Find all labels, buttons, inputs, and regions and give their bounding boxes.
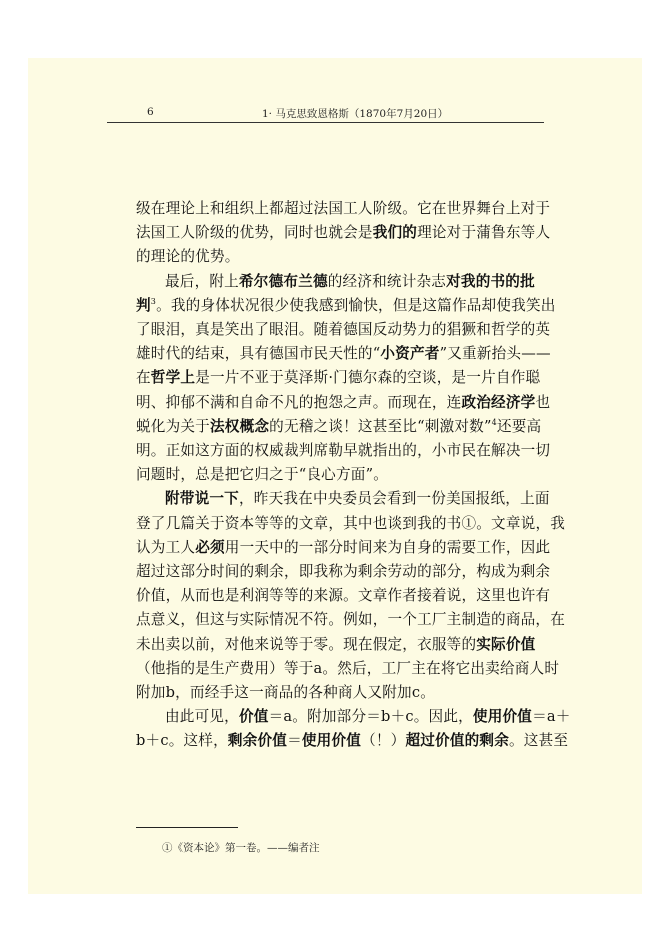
text-line bbox=[136, 560, 551, 584]
text-run: 认为工人 bbox=[136, 538, 196, 556]
text-line bbox=[136, 270, 546, 294]
text-run: 在 bbox=[136, 369, 151, 387]
text-line bbox=[136, 342, 551, 366]
text-line bbox=[136, 584, 551, 608]
emphasis-text: 小资产者 bbox=[380, 345, 440, 363]
text-run: 明、抑郁不满和自命不凡的抱怨之声。而现在，连 bbox=[136, 393, 462, 411]
body-text bbox=[136, 197, 571, 754]
emphasis-text: 剩余价值 bbox=[227, 732, 288, 750]
emphasis-text: 判 bbox=[136, 296, 151, 314]
text-line bbox=[136, 608, 566, 632]
text-run: ＝a＋ bbox=[532, 708, 571, 726]
text-run: 的经济和统计杂志 bbox=[327, 272, 447, 290]
emphasis-text: 哲学上 bbox=[150, 369, 196, 387]
emphasis-text: 附带说一下 bbox=[165, 490, 239, 508]
text-run: 也 bbox=[535, 393, 551, 411]
text-run: 法国工人阶级的优势，同时也就会是 bbox=[136, 224, 373, 242]
emphasis-text: 实际价值 bbox=[476, 635, 536, 653]
text-run: ”又重新抬头—— bbox=[439, 345, 551, 363]
text-line bbox=[136, 729, 569, 753]
emphasis-text: 我们的 bbox=[372, 224, 418, 242]
text-run: 登了几篇关于资本等等的文章，其中也谈到我的书 bbox=[136, 514, 462, 532]
text-run: ＝a。附加部分＝b＋c。因此， bbox=[268, 708, 473, 726]
text-line bbox=[136, 633, 546, 657]
emphasis-text: 希尔德布兰德 bbox=[238, 272, 328, 290]
text-run: 点意义，但这与实际情况不符。例如，一个工厂主制造的商品，在 bbox=[136, 611, 566, 629]
text-run: ，昨天我在中央委员会看到一份美国报纸，上面 bbox=[238, 490, 550, 508]
text-line bbox=[136, 415, 546, 439]
text-run: ① bbox=[461, 514, 477, 532]
text-line bbox=[136, 221, 551, 245]
emphasis-text: 使用价值 bbox=[301, 732, 362, 750]
text-run: 的无稽之谈！这甚至比“刺激对数” bbox=[269, 417, 492, 435]
text-run: 蜕化为关于 bbox=[136, 417, 210, 435]
text-line bbox=[136, 318, 551, 342]
emphasis-text: 法权概念 bbox=[209, 417, 270, 435]
text-run: 由此可见， bbox=[165, 708, 239, 726]
text-run: 超过这部分时间的剩余，即我称为剩余劳动的部分，构成为剩余 bbox=[136, 563, 551, 581]
text-line bbox=[136, 245, 546, 269]
text-run: 未出卖以前，对他来说等于零。现在假定，衣服等的 bbox=[136, 635, 477, 653]
text-run: （！） bbox=[361, 732, 406, 750]
text-line bbox=[136, 512, 566, 536]
text-run: b＋c。这样， bbox=[136, 732, 228, 750]
footnote-rule bbox=[136, 827, 238, 828]
text-run: 雄时代的结束，具有德国市民天性的“ bbox=[136, 345, 381, 363]
emphasis-text: 超过价值的剩余 bbox=[405, 732, 510, 750]
text-line bbox=[136, 463, 546, 487]
text-run: 价值，从而也是利润等等的来源。文章作者接着说，这里也许有 bbox=[136, 587, 551, 605]
emphasis-text: 价值 bbox=[238, 708, 269, 726]
running-title: 1· 马克思致恩格斯（1870年7月20日） bbox=[262, 108, 449, 120]
text-line bbox=[136, 439, 551, 463]
emphasis-text: 政治经济学 bbox=[461, 393, 536, 411]
text-run: 问题时，总是把它归之于“良心方面”。 bbox=[136, 466, 389, 484]
text-run: 理论对于蒲鲁东等人 bbox=[417, 224, 551, 242]
text-line bbox=[136, 487, 550, 511]
text-run: 明。正如这方面的权威裁判席勒早就指出的，小市民在解决一切 bbox=[136, 442, 551, 460]
text-line bbox=[136, 366, 546, 390]
text-line bbox=[136, 536, 551, 560]
text-run: 。我的身体状况很少使我感到愉快，但是这篇作品却使我笑出 bbox=[156, 296, 556, 314]
endnote-marker: 4 bbox=[491, 417, 497, 427]
text-run: （他指的是生产费用）等于a。然后，工厂主在将它出卖给商人时 bbox=[136, 659, 560, 677]
text-run: 了眼泪，真是笑出了眼泪。随着德国反动势力的猖獗和哲学的英 bbox=[136, 321, 551, 339]
text-run: 附加b，而经手这一商品的各种商人又附加c。 bbox=[136, 684, 435, 702]
emphasis-text: 对我的书的批 bbox=[446, 272, 535, 290]
text-run: 是一片不亚于莫泽斯·门德尔森的空谈，是一片自作聪 bbox=[195, 369, 541, 387]
footnote: ①《资本论》第一卷。——编者注 bbox=[162, 842, 320, 854]
text-run: ＝ bbox=[287, 732, 302, 750]
text-run: 。这甚至 bbox=[509, 732, 569, 750]
text-line bbox=[136, 681, 546, 705]
text-run: 用一天中的一部分时间来为自身的需要工作，因此 bbox=[224, 538, 551, 556]
text-run: 级在理论上和组织上都超过法国工人阶级。它在世界舞台上对于 bbox=[136, 200, 551, 217]
endnote-marker: 3 bbox=[150, 296, 157, 306]
text-line bbox=[136, 294, 556, 318]
text-run: 的理论的优势。 bbox=[136, 248, 240, 266]
text-run: 。文章说，我 bbox=[476, 514, 566, 532]
text-line bbox=[136, 391, 551, 415]
text-run: 最后，附上 bbox=[165, 272, 239, 290]
running-header bbox=[107, 106, 544, 123]
text-run: 还要高 bbox=[496, 417, 542, 435]
text-line bbox=[136, 197, 551, 221]
emphasis-text: 使用价值 bbox=[472, 708, 533, 726]
page-number: 6 bbox=[147, 106, 154, 118]
text-line bbox=[136, 705, 571, 729]
text-line bbox=[136, 657, 560, 681]
emphasis-text: 必须 bbox=[195, 538, 225, 556]
